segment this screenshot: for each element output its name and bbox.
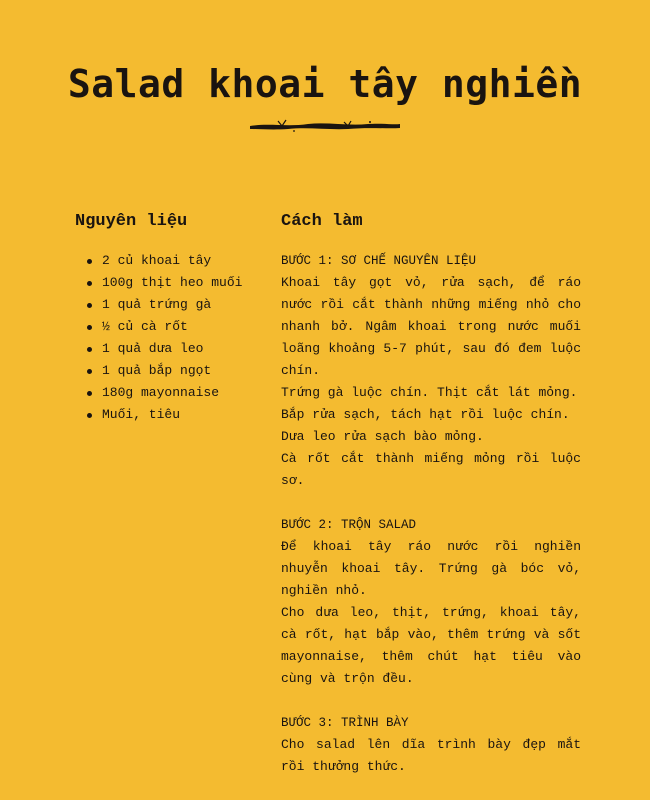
step-paragraph: Cà rốt cắt thành miếng mỏng rồi luộc sơ.	[281, 451, 581, 488]
method-heading: Cách làm	[281, 212, 363, 231]
step-title: BƯỚC 3: TRÌNH BÀY	[281, 716, 409, 730]
ingredient-item: 100g thịt heo muối	[75, 272, 265, 294]
ingredient-item: 1 quả bắp ngọt	[75, 360, 265, 382]
step-title: BƯỚC 2: TRỘN SALAD	[281, 518, 417, 532]
method-step-3	[281, 712, 581, 778]
step-paragraph: Cho salad lên dĩa trình bày đẹp mắt rồi thưởng thức.	[281, 737, 581, 774]
ingredient-item: 1 quả trứng gà	[75, 294, 265, 316]
step-title: BƯỚC 1: SƠ CHẾ NGUYÊN LIỆU	[281, 254, 477, 268]
ingredient-item: 180g mayonnaise	[75, 382, 265, 404]
step-paragraph: Dưa leo rửa sạch bào mỏng.	[281, 429, 484, 444]
step-paragraph: Để khoai tây ráo nước rồi nghiền nhuyễn khoai tây. Trứng gà bóc vỏ, nghiền nhỏ.	[281, 539, 581, 598]
method-step-2	[281, 514, 581, 690]
step-paragraph: Trứng gà luộc chín. Thịt cắt lát mỏng.	[281, 385, 578, 400]
ingredient-item: 1 quả dưa leo	[75, 338, 265, 360]
page-title: Salad khoai tây nghiền	[67, 62, 583, 106]
step-body	[281, 272, 581, 492]
step-paragraph: Cho dưa leo, thịt, trứng, khoai tây, cà rốt, hạt bắp vào, thêm trứng và sốt mayonnaise, thêm chút hạt tiêu vào cùng và trộn đều.	[281, 605, 581, 686]
ingredients-list	[75, 250, 265, 426]
step-body	[281, 536, 581, 690]
ingredients-heading: Nguyên liệu	[75, 212, 188, 231]
method-section	[281, 210, 581, 800]
method-step-1	[281, 250, 581, 492]
step-body	[281, 734, 581, 778]
title-underline-decoration	[248, 118, 402, 134]
ingredient-item: Muối, tiêu	[75, 404, 265, 426]
step-paragraph: Bắp rửa sạch, tách hạt rồi luộc chín.	[281, 407, 570, 422]
step-paragraph: Khoai tây gọt vỏ, rửa sạch, để ráo nước rồi cắt thành những miếng nhỏ cho nhanh bở. Ngâm khoai trong nước muối loãng khoảng 5-7 phút, sau đó đem luộc chín.	[281, 275, 581, 378]
ingredients-section	[75, 210, 265, 426]
ingredient-item: 2 củ khoai tây	[75, 250, 265, 272]
ingredient-item: ½ củ cà rốt	[75, 316, 265, 338]
